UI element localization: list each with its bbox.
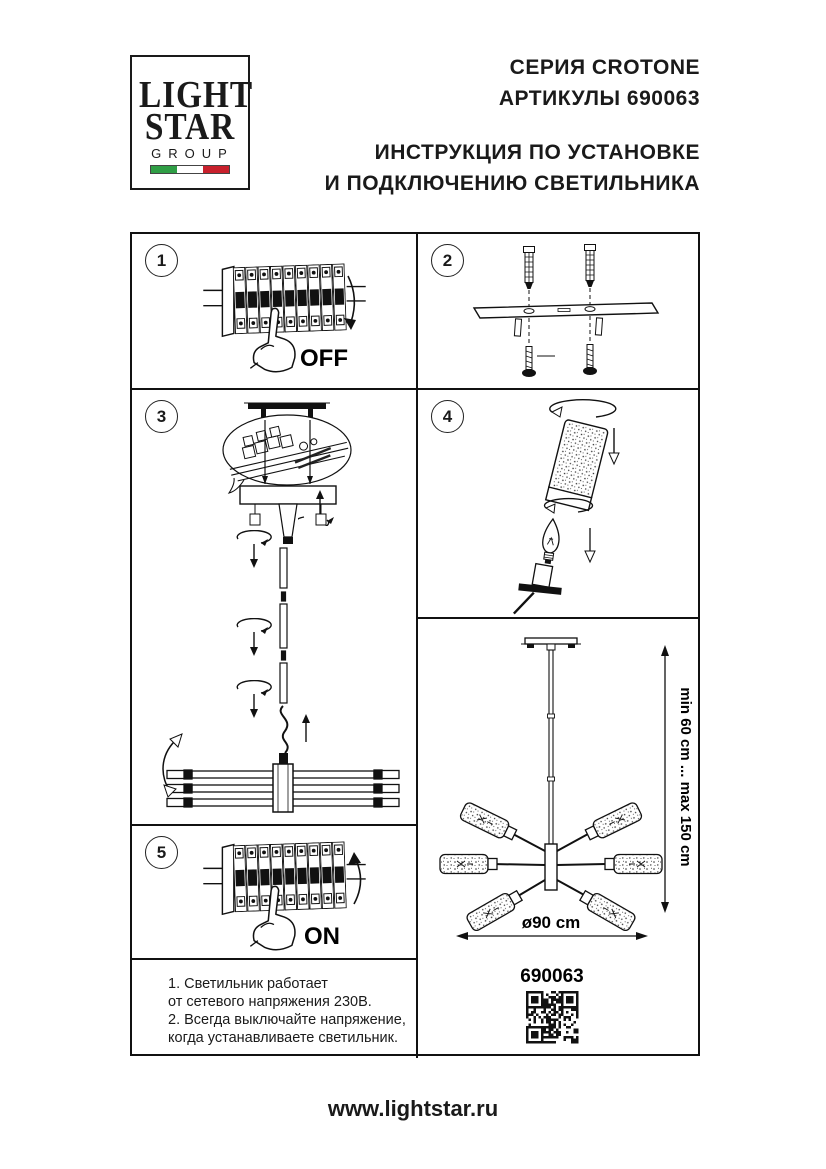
ceiling-bracket: [248, 403, 326, 409]
rod-assembly-diagram: [132, 390, 416, 822]
on-label: ON: [304, 923, 340, 950]
height-range-label: min 60 cm ... max 150 cm: [677, 687, 694, 867]
steps-grid: [130, 232, 700, 1056]
step-5-panel: [132, 826, 418, 960]
notes-panel: [132, 960, 418, 1058]
step-3-panel: [132, 390, 418, 826]
rotate-icon: [237, 619, 271, 656]
instruction-title-line1: ИНСТРУКЦИЯ ПО УСТАНОВКЕ: [374, 141, 700, 164]
chandelier-diagram: [418, 619, 698, 1056]
step-4-panel: [418, 390, 700, 619]
note-line: когда устанавливаете светильник.: [168, 1030, 399, 1046]
italian-flag-icon: [150, 165, 230, 174]
bulb-icon: [540, 518, 562, 565]
step-1-panel: [132, 234, 418, 390]
logo-word-star: STAR: [144, 106, 236, 148]
glass-shade: [440, 855, 497, 874]
glass-shade: [459, 801, 519, 843]
rotate-icon: [237, 531, 271, 568]
step-4-number: 4: [431, 400, 464, 433]
step-2-panel: [418, 234, 700, 390]
arrow-up-head: [348, 852, 361, 865]
down-rod: [549, 650, 553, 844]
logo-word-light: LIGHT: [138, 74, 254, 116]
step-2-number: 2: [431, 244, 464, 277]
website-url: www.lightstar.ru: [327, 1096, 499, 1121]
step-1-number: 1: [145, 244, 178, 277]
screw-icon: [522, 347, 536, 378]
folded-chandelier-body: [167, 764, 399, 812]
qr-code-icon: [526, 991, 579, 1044]
step-5-number: 5: [145, 836, 178, 869]
circuit-breaker-icon: [203, 842, 365, 914]
articles-title: АРТИКУЛЫ 690063: [498, 87, 700, 110]
height-dimension: [661, 645, 694, 913]
logo-word-group: GROUP: [151, 146, 234, 161]
arrow-up-curve: [354, 860, 361, 904]
lightstar-logo: [130, 55, 254, 190]
circuit-breaker-icon: [203, 264, 365, 336]
arrow-down-curve: [348, 276, 354, 322]
glass-shade: [465, 887, 524, 932]
rotate-icon: [237, 681, 271, 718]
terminal-block-callout: [223, 412, 351, 493]
rod-segments: [280, 548, 287, 703]
screw-icon: [583, 345, 597, 376]
wall-anchor-icon: [524, 247, 535, 290]
ceiling-canopy: [521, 638, 581, 650]
off-label: OFF: [300, 345, 348, 372]
diameter-label: ø90 cm: [521, 913, 581, 932]
step-3-number: 3: [145, 400, 178, 433]
socket: [514, 561, 566, 615]
header-titles: [325, 52, 700, 199]
glass-shade: [546, 419, 609, 510]
article-number: 690063: [520, 966, 584, 987]
wall-anchor-icon: [585, 245, 596, 288]
central-hub: [545, 844, 557, 890]
glass-shade: [578, 887, 637, 932]
product-overview-panel: [418, 619, 700, 1058]
glass-shade: [605, 855, 662, 874]
note-line: 2. Всегда выключайте напряжение,: [168, 1012, 406, 1028]
power-cord: [281, 706, 288, 753]
note-line: от сетевого напряжения 230В.: [168, 994, 372, 1010]
instruction-title-line2: И ПОДКЛЮЧЕНИЮ СВЕТИЛЬНИКА: [324, 172, 700, 195]
note-line: 1. Светильник работает: [168, 976, 328, 992]
series-title: СЕРИЯ CROTONE: [509, 56, 700, 79]
glass-shade: [584, 801, 644, 843]
